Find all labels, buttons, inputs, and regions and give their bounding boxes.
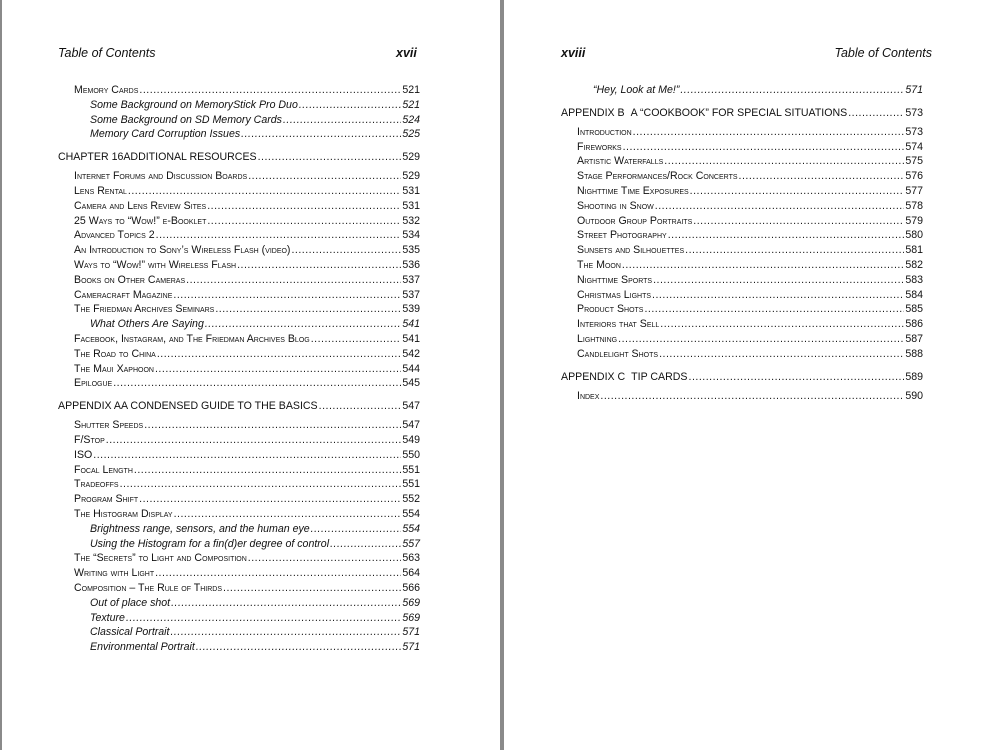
- entry-title: The Friedman Archives Seminars: [74, 303, 215, 316]
- dot-leader: [685, 243, 904, 258]
- entry-page-number: 537: [402, 273, 420, 286]
- entry-title: ISO: [74, 448, 93, 461]
- entry-page-number: 580: [905, 229, 923, 242]
- entry-page-number: 586: [905, 318, 923, 331]
- toc-list: [561, 83, 923, 403]
- dot-leader: [668, 228, 905, 243]
- entry-title: Fireworks: [577, 140, 622, 153]
- toc-entry[interactable]: [58, 376, 420, 391]
- toc-section-heading[interactable]: [58, 148, 420, 166]
- entry-page-number: 578: [905, 199, 923, 212]
- dot-leader: [848, 104, 904, 122]
- dot-leader: [156, 228, 402, 243]
- toc-entry[interactable]: [58, 332, 420, 347]
- toc-entry[interactable]: [561, 214, 923, 229]
- entry-title: Introduction: [577, 125, 632, 138]
- dot-leader: [653, 273, 904, 288]
- dot-leader: [207, 199, 401, 214]
- toc-entry[interactable]: [561, 273, 923, 288]
- toc-entry[interactable]: [58, 492, 420, 507]
- entry-page-number: 569: [402, 596, 420, 609]
- dot-leader: [659, 347, 904, 362]
- dot-leader: [144, 418, 401, 433]
- dot-leader: [186, 273, 401, 288]
- entry-title: Index: [577, 389, 600, 402]
- toc-entry[interactable]: [561, 302, 923, 317]
- entry-title: Using the Histogram for a fin(d)er degree of control: [90, 537, 330, 550]
- dot-leader: [689, 368, 905, 386]
- entry-page-number: 554: [402, 522, 420, 535]
- entry-title: Texture: [90, 611, 125, 624]
- entry-page-number: 582: [905, 258, 923, 271]
- entry-page-number: 537: [402, 288, 420, 301]
- entry-page-number: 574: [905, 140, 923, 153]
- entry-page-number: 541: [402, 318, 420, 331]
- entry-title: Shutter Speeds: [74, 419, 144, 432]
- entry-title: The Road to China: [74, 347, 156, 360]
- entry-page-number: 589: [905, 370, 923, 383]
- toc-entry[interactable]: [58, 418, 420, 433]
- toc-entry[interactable]: [58, 448, 420, 463]
- entry-page-number: 569: [402, 611, 420, 624]
- dot-leader: [291, 243, 401, 258]
- dot-leader: [652, 288, 904, 303]
- entry-title: Sunsets and Silhouettes: [577, 244, 685, 257]
- toc-entry[interactable]: [561, 317, 923, 332]
- dot-leader: [155, 362, 401, 377]
- entry-page-number: 529: [402, 151, 420, 164]
- entry-title: Outdoor Group Portraits: [577, 214, 693, 227]
- toc-entry[interactable]: [58, 433, 420, 448]
- toc-entry[interactable]: [561, 332, 923, 347]
- entry-title: F/Stop: [74, 433, 105, 446]
- entry-page-number: 536: [402, 258, 420, 271]
- entry-page-number: 544: [402, 362, 420, 375]
- entry-title: Interiors that Sell: [577, 318, 660, 331]
- toc-section-heading[interactable]: [561, 104, 923, 122]
- toc-entry[interactable]: [561, 154, 923, 169]
- toc-entry[interactable]: [561, 199, 923, 214]
- toc-subentry[interactable]: [58, 113, 420, 128]
- entry-title: Artistic Waterfalls: [577, 155, 664, 168]
- dot-leader: [623, 140, 905, 155]
- entry-page-number: 581: [905, 244, 923, 257]
- dot-leader: [215, 302, 401, 317]
- entry-title: “Hey, Look at Me!”: [593, 84, 680, 96]
- entry-page-number: 579: [905, 214, 923, 227]
- dot-leader: [155, 566, 401, 581]
- entry-page-number: 552: [402, 493, 420, 506]
- entry-title: TIP CARDS: [631, 370, 688, 383]
- entry-title: Program Shift: [74, 493, 139, 506]
- dot-leader: [690, 184, 905, 199]
- page-number: xviii: [561, 46, 586, 60]
- entry-page-number: 571: [402, 626, 420, 639]
- dot-leader: [693, 214, 904, 229]
- toc-entry[interactable]: [58, 362, 420, 377]
- dot-leader: [134, 463, 401, 478]
- entry-title: A CONDENSED GUIDE TO THE BASICS: [121, 400, 318, 413]
- dot-leader: [196, 640, 402, 655]
- dot-leader: [258, 148, 402, 166]
- dot-leader: [644, 302, 904, 317]
- entry-title: Lightning: [577, 332, 618, 345]
- entry-page-number: 571: [905, 84, 923, 96]
- dot-leader: [299, 98, 401, 113]
- toc-entry[interactable]: [58, 551, 420, 566]
- dot-leader: [113, 376, 401, 391]
- toc-entry[interactable]: [58, 228, 420, 243]
- entry-title: Street Photography: [577, 229, 667, 242]
- entry-page-number: 566: [402, 581, 420, 594]
- entry-title: The Histogram Display: [74, 507, 173, 520]
- toc-entry[interactable]: [58, 243, 420, 258]
- entry-title: Some Background on SD Memory Cards: [90, 113, 282, 126]
- dot-leader: [223, 581, 401, 596]
- entry-title: The “Secrets” to Light and Composition: [74, 552, 247, 565]
- toc-entry[interactable]: [58, 302, 420, 317]
- entry-page-number: 521: [402, 98, 420, 111]
- toc-entry[interactable]: [58, 288, 420, 303]
- toc-subentry[interactable]: [58, 522, 420, 537]
- toc-subentry[interactable]: [58, 127, 420, 142]
- entry-title: Brightness range, sensors, and the human eye: [90, 522, 310, 535]
- entry-title: Stage Performances/Rock Concerts: [577, 170, 738, 183]
- toc-entry[interactable]: [561, 140, 923, 155]
- entry-page-number: 587: [905, 332, 923, 345]
- toc-subentry[interactable]: [58, 625, 420, 640]
- entry-title: Candlelight Shots: [577, 347, 659, 360]
- toc-entry[interactable]: [58, 214, 420, 229]
- section-label: APPENDIX A: [58, 400, 121, 413]
- dot-leader: [248, 169, 401, 184]
- toc-entry[interactable]: [561, 258, 923, 273]
- dot-leader: [157, 347, 401, 362]
- toc-subentry[interactable]: [561, 83, 923, 98]
- entry-title: 25 Ways to “Wow!” e-Booklet: [74, 214, 207, 227]
- entry-page-number: 557: [402, 537, 420, 550]
- entry-page-number: 549: [402, 433, 420, 446]
- entry-title: The Maui Xaphoon: [74, 362, 154, 375]
- dot-leader: [319, 397, 402, 415]
- entry-title: Facebook, Instagram, and The Friedman Archives Blog: [74, 332, 310, 345]
- dot-leader: [311, 332, 402, 347]
- toc-entry[interactable]: [58, 199, 420, 214]
- entry-page-number: 573: [905, 106, 923, 119]
- dot-leader: [241, 127, 401, 142]
- dot-leader: [173, 288, 401, 303]
- dot-leader: [618, 332, 904, 347]
- toc-entry[interactable]: [58, 83, 420, 98]
- entry-title: Classical Portrait: [90, 626, 170, 639]
- toc-entry[interactable]: [58, 566, 420, 581]
- entry-title: What Others Are Saying: [90, 318, 204, 331]
- toc-entry[interactable]: [561, 347, 923, 362]
- entry-page-number: 576: [905, 170, 923, 183]
- entry-page-number: 539: [402, 303, 420, 316]
- entry-title: Lens Rental: [74, 184, 127, 197]
- toc-entry[interactable]: [58, 477, 420, 492]
- running-head-title: Table of Contents: [58, 46, 156, 60]
- toc-entry[interactable]: [58, 184, 420, 199]
- entry-page-number: 554: [402, 507, 420, 520]
- toc-subentry[interactable]: [58, 640, 420, 655]
- entry-title: Advanced Topics 2: [74, 229, 155, 242]
- toc-subentry[interactable]: [58, 537, 420, 552]
- entry-page-number: 531: [402, 184, 420, 197]
- entry-title: Books on Other Cameras: [74, 273, 186, 286]
- entry-title: Environmental Portrait: [90, 641, 195, 654]
- toc-entry[interactable]: [561, 125, 923, 140]
- dot-leader: [205, 317, 401, 332]
- toc-entry[interactable]: [58, 273, 420, 288]
- toc-section-heading[interactable]: [58, 397, 420, 415]
- dot-leader: [207, 214, 401, 229]
- entry-page-number: 525: [402, 128, 420, 141]
- dot-leader: [633, 125, 905, 140]
- entry-page-number: 532: [402, 214, 420, 227]
- entry-page-number: 584: [905, 288, 923, 301]
- entry-title: Christmas Lights: [577, 288, 652, 301]
- left-page: [2, 0, 500, 750]
- dot-leader: [174, 507, 402, 522]
- dot-leader: [248, 551, 402, 566]
- entry-title: The Moon: [577, 258, 621, 271]
- entry-page-number: 534: [402, 229, 420, 242]
- entry-page-number: 551: [402, 478, 420, 491]
- toc-entry[interactable]: [58, 581, 420, 596]
- dot-leader: [622, 258, 904, 273]
- dot-leader: [106, 433, 402, 448]
- entry-title: An Introduction to Sony’s Wireless Flash (video): [74, 244, 291, 257]
- entry-title: Cameracraft Magazine: [74, 288, 173, 301]
- entry-page-number: 585: [905, 303, 923, 316]
- entry-title: Epilogue: [74, 377, 113, 390]
- toc-entry[interactable]: [58, 258, 420, 273]
- dot-leader: [655, 199, 905, 214]
- entry-page-number: 577: [905, 184, 923, 197]
- dot-leader: [170, 625, 401, 640]
- toc-subentry[interactable]: [58, 317, 420, 332]
- entry-page-number: 545: [402, 377, 420, 390]
- entry-title: Focal Length: [74, 463, 133, 476]
- running-head-title: Table of Contents: [834, 46, 932, 60]
- entry-title: Internet Forums and Discussion Boards: [74, 170, 248, 183]
- toc-entry[interactable]: [58, 169, 420, 184]
- entry-title: Memory Cards: [74, 84, 139, 96]
- dot-leader: [660, 317, 904, 332]
- entry-page-number: 563: [402, 552, 420, 565]
- dot-leader: [664, 154, 904, 169]
- entry-page-number: 535: [402, 244, 420, 257]
- dot-leader: [126, 611, 401, 626]
- dot-leader: [237, 258, 401, 273]
- entry-page-number: 575: [905, 155, 923, 168]
- entry-page-number: 590: [905, 389, 923, 402]
- entry-page-number: 531: [402, 199, 420, 212]
- entry-title: Shooting in Snow: [577, 199, 654, 212]
- entry-title: Nighttime Time Exposures: [577, 184, 689, 197]
- dot-leader: [600, 389, 904, 404]
- dot-leader: [139, 83, 401, 98]
- entry-title: Out of place shot: [90, 596, 171, 609]
- entry-page-number: 529: [402, 170, 420, 183]
- entry-page-number: 551: [402, 463, 420, 476]
- entry-title: Ways to “Wow!” with Wireless Flash: [74, 258, 237, 271]
- entry-page-number: 542: [402, 347, 420, 360]
- section-label: APPENDIX C: [561, 370, 626, 383]
- toc-subentry[interactable]: [58, 596, 420, 611]
- dot-leader: [283, 113, 401, 128]
- entry-page-number: 541: [402, 332, 420, 345]
- entry-page-number: 547: [402, 419, 420, 432]
- dot-leader: [311, 522, 402, 537]
- entry-title: Tradeoffs: [74, 478, 119, 491]
- entry-title: Memory Card Corruption Issues: [90, 128, 241, 141]
- dot-leader: [680, 83, 904, 98]
- toc-subentry[interactable]: [58, 611, 420, 626]
- toc-list: [58, 83, 420, 655]
- entry-title: A “COOKBOOK” FOR SPECIAL SITUATIONS: [630, 106, 848, 119]
- toc-entry[interactable]: [58, 507, 420, 522]
- entry-title: Some Background on MemoryStick Pro Duo: [90, 98, 298, 111]
- toc-entry[interactable]: [561, 389, 923, 404]
- entry-page-number: 547: [402, 400, 420, 413]
- toc-subentry[interactable]: [58, 98, 420, 113]
- toc-entry[interactable]: [58, 463, 420, 478]
- entry-title: Nighttime Sports: [577, 273, 653, 286]
- entry-page-number: 524: [402, 113, 420, 126]
- toc-entry[interactable]: [561, 184, 923, 199]
- dot-leader: [171, 596, 401, 611]
- right-page: [504, 0, 1005, 750]
- entry-page-number: 583: [905, 273, 923, 286]
- entry-title: Composition – The Rule of Thirds: [74, 581, 223, 594]
- entry-page-number: 573: [905, 125, 923, 138]
- dot-leader: [739, 169, 905, 184]
- entry-page-number: 521: [402, 84, 420, 96]
- dot-leader: [128, 184, 401, 199]
- toc-entry[interactable]: [561, 288, 923, 303]
- dot-leader: [93, 448, 401, 463]
- toc-entry[interactable]: [561, 243, 923, 258]
- section-label: APPENDIX B: [561, 106, 625, 119]
- entry-page-number: 564: [402, 567, 420, 580]
- toc-entry[interactable]: [58, 347, 420, 362]
- toc-entry[interactable]: [561, 228, 923, 243]
- entry-title: Camera and Lens Review Sites: [74, 199, 207, 212]
- entry-page-number: 588: [905, 347, 923, 360]
- toc-entry[interactable]: [561, 169, 923, 184]
- dot-leader: [120, 477, 402, 492]
- entry-page-number: 550: [402, 448, 420, 461]
- entry-title: Product Shots: [577, 303, 644, 316]
- entry-title: ADDITIONAL RESOURCES: [123, 151, 257, 164]
- dot-leader: [139, 492, 401, 507]
- page-number: xvii: [396, 46, 417, 60]
- entry-page-number: 571: [402, 641, 420, 654]
- entry-title: Writing with Light: [74, 567, 155, 580]
- section-label: CHAPTER 16: [58, 151, 124, 164]
- dot-leader: [330, 537, 401, 552]
- toc-section-heading[interactable]: [561, 368, 923, 386]
